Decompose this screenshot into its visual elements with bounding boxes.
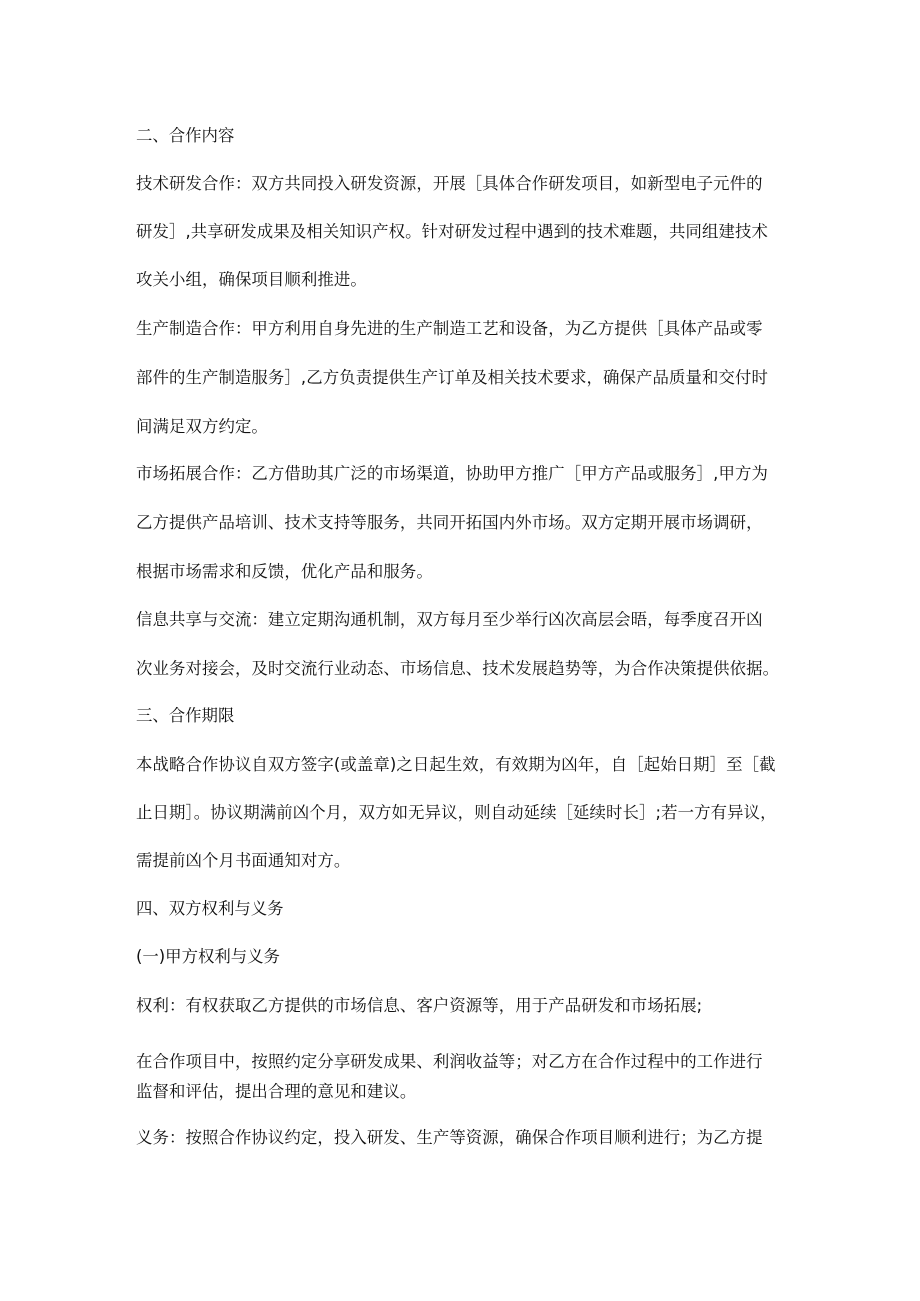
section-heading-rights-obligations: 四、双方权利与义务: [136, 899, 284, 918]
paragraph-line: 生产制造合作：甲方利用自身先进的生产制造工艺和设备，为乙方提供［具体产品或零: [136, 319, 763, 338]
paragraph-line: 市场拓展合作：乙方借助其广泛的市场渠道，协助甲方推广［甲方产品或服务］,甲方为: [136, 464, 768, 483]
paragraph-line: 义务：按照合作协议约定，投入研发、生产等资源，确保合作项目顺利进行；为乙方提: [136, 1128, 763, 1147]
paragraph-line: 研发］,共享研发成果及相关知识产权。针对研发过程中遇到的技术难题，共同组建技术: [136, 222, 768, 241]
paragraph-line: 监督和评估，提出合理的意见和建议。: [136, 1082, 417, 1101]
paragraph-line: 本战略合作协议自双方签字(或盖章)之日起生效，有效期为凶年，自［起始日期］至［截: [136, 755, 776, 774]
paragraph-line: 需提前凶个月书面通知对方。: [136, 851, 351, 870]
paragraph-line: 权利：有权获取乙方提供的市场信息、客户资源等，用于产品研发和市场拓展;: [136, 996, 703, 1015]
paragraph-line: 攻关小组，确保项目顺利推进。: [136, 270, 367, 289]
paragraph-line: 次业务对接会，及时交流行业动态、市场信息、技术发展趋势等，为合作决策提供依据。: [136, 659, 780, 678]
paragraph-line: 间满足双方约定。: [136, 417, 268, 436]
paragraph-line: 止日期］。协议期满前凶个月，双方如无异议，则自动延续［延续时长］;若一方有异议，: [136, 803, 777, 822]
paragraph-line: 部件的生产制造服务］,乙方负责提供生产订单及相关技术要求，确保产品质量和交付时: [136, 368, 768, 387]
paragraph-line: 乙方提供产品培训、技术支持等服务，共同开拓国内外市场。双方定期开展市场调研，: [136, 513, 763, 532]
paragraph-line: 信息共享与交流：建立定期沟通机制，双方每月至少举行凶次高层会晤，每季度召开凶: [136, 610, 763, 629]
paragraph-line: 根据市场需求和反馈，优化产品和服务。: [136, 562, 433, 581]
section-heading-cooperation-term: 三、合作期限: [136, 706, 235, 725]
subsection-heading-party-a: (一)甲方权利与义务: [136, 947, 280, 966]
paragraph-line: 在合作项目中，按照约定分享研发成果、利润收益等；对乙方在合作过程中的工作进行: [136, 1052, 763, 1071]
section-heading-cooperation-content: 二、合作内容: [136, 126, 235, 145]
paragraph-line: 技术研发合作：双方共同投入研发资源，开展［具体合作研发项目，如新型电子元件的: [136, 174, 763, 193]
